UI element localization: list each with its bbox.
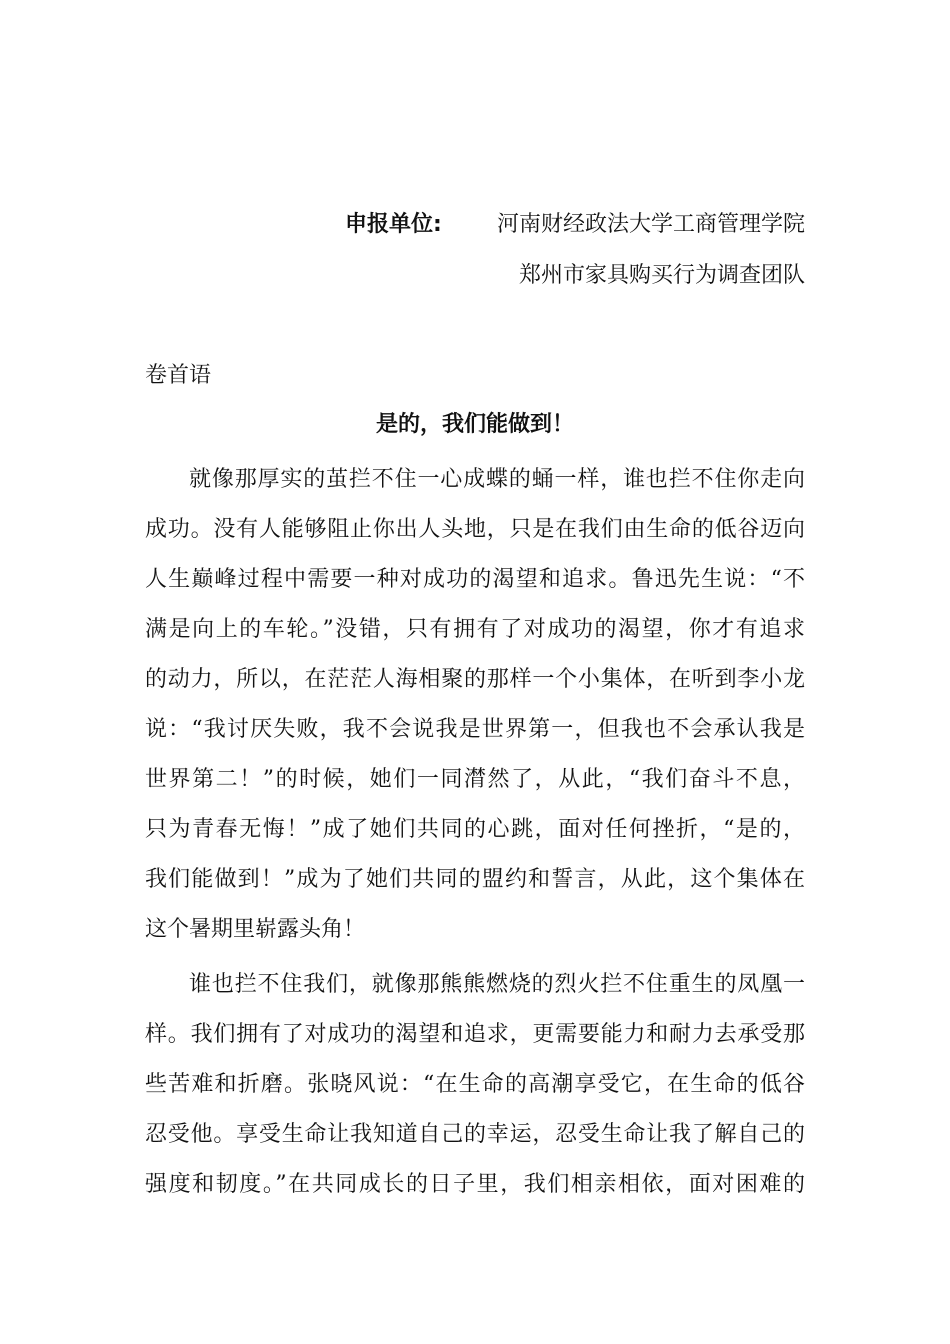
paragraph-2 (145, 960, 805, 1210)
text-line: 谁也拦不住我们，就像那熊熊燃烧的烈火拦不住重生的凤凰一 (189, 972, 805, 997)
text-line: 这个暑期里崭露头角！ (145, 917, 366, 942)
text-line: 满是向上的车轮。”没错，只有拥有了对成功的渴望，你才有追求 (145, 617, 805, 642)
applicant-label: 申报单位: (345, 212, 442, 237)
text-line: 就像那厚实的茧拦不住一心成蝶的蛹一样，谁也拦不住你走向 (189, 467, 805, 492)
text-line: 人生巅峰过程中需要一种对成功的渴望和追求。鲁迅先生说：“不 (145, 567, 805, 592)
section-label: 卷首语 (145, 363, 212, 388)
applicant-org-line-2: 郑州市家具购买行为调查团队 (518, 263, 805, 288)
text-line: 忍受他。享受生命让我知道自己的幸运，忍受生命让我了解自己的 (145, 1122, 805, 1147)
text-line: 强度和韧度。”在共同成长的日子里，我们相亲相依，面对困难的 (145, 1172, 805, 1197)
text-line: 样。我们拥有了对成功的渴望和追求，更需要能力和耐力去承受那 (145, 1022, 805, 1047)
text-line: 世界第二！”的时候，她们一同潸然了，从此，“我们奋斗不息， (145, 767, 805, 792)
text-line: 我们能做到！”成为了她们共同的盟约和誓言，从此，这个集体在 (145, 867, 805, 892)
document-title: 是的，我们能做到！ (375, 412, 574, 437)
text-line: 的动力，所以，在茫茫人海相聚的那样一个小集体，在听到李小龙 (145, 667, 805, 692)
paragraph-1 (145, 455, 805, 955)
text-line: 些苦难和折磨。张晓风说：“在生命的高潮享受它，在生命的低谷 (145, 1072, 805, 1097)
text-line: 成功。没有人能够阻止你出人头地，只是在我们由生命的低谷迈向 (145, 517, 805, 542)
body-text (145, 455, 805, 1210)
applicant-org-line-1: 河南财经政法大学工商管理学院 (496, 212, 805, 237)
text-line: 只为青春无悔！”成了她们共同的心跳，面对任何挫折，“是的， (145, 817, 805, 842)
text-line: 说：“我讨厌失败，我不会说我是世界第一，但我也不会承认我是 (145, 717, 805, 742)
